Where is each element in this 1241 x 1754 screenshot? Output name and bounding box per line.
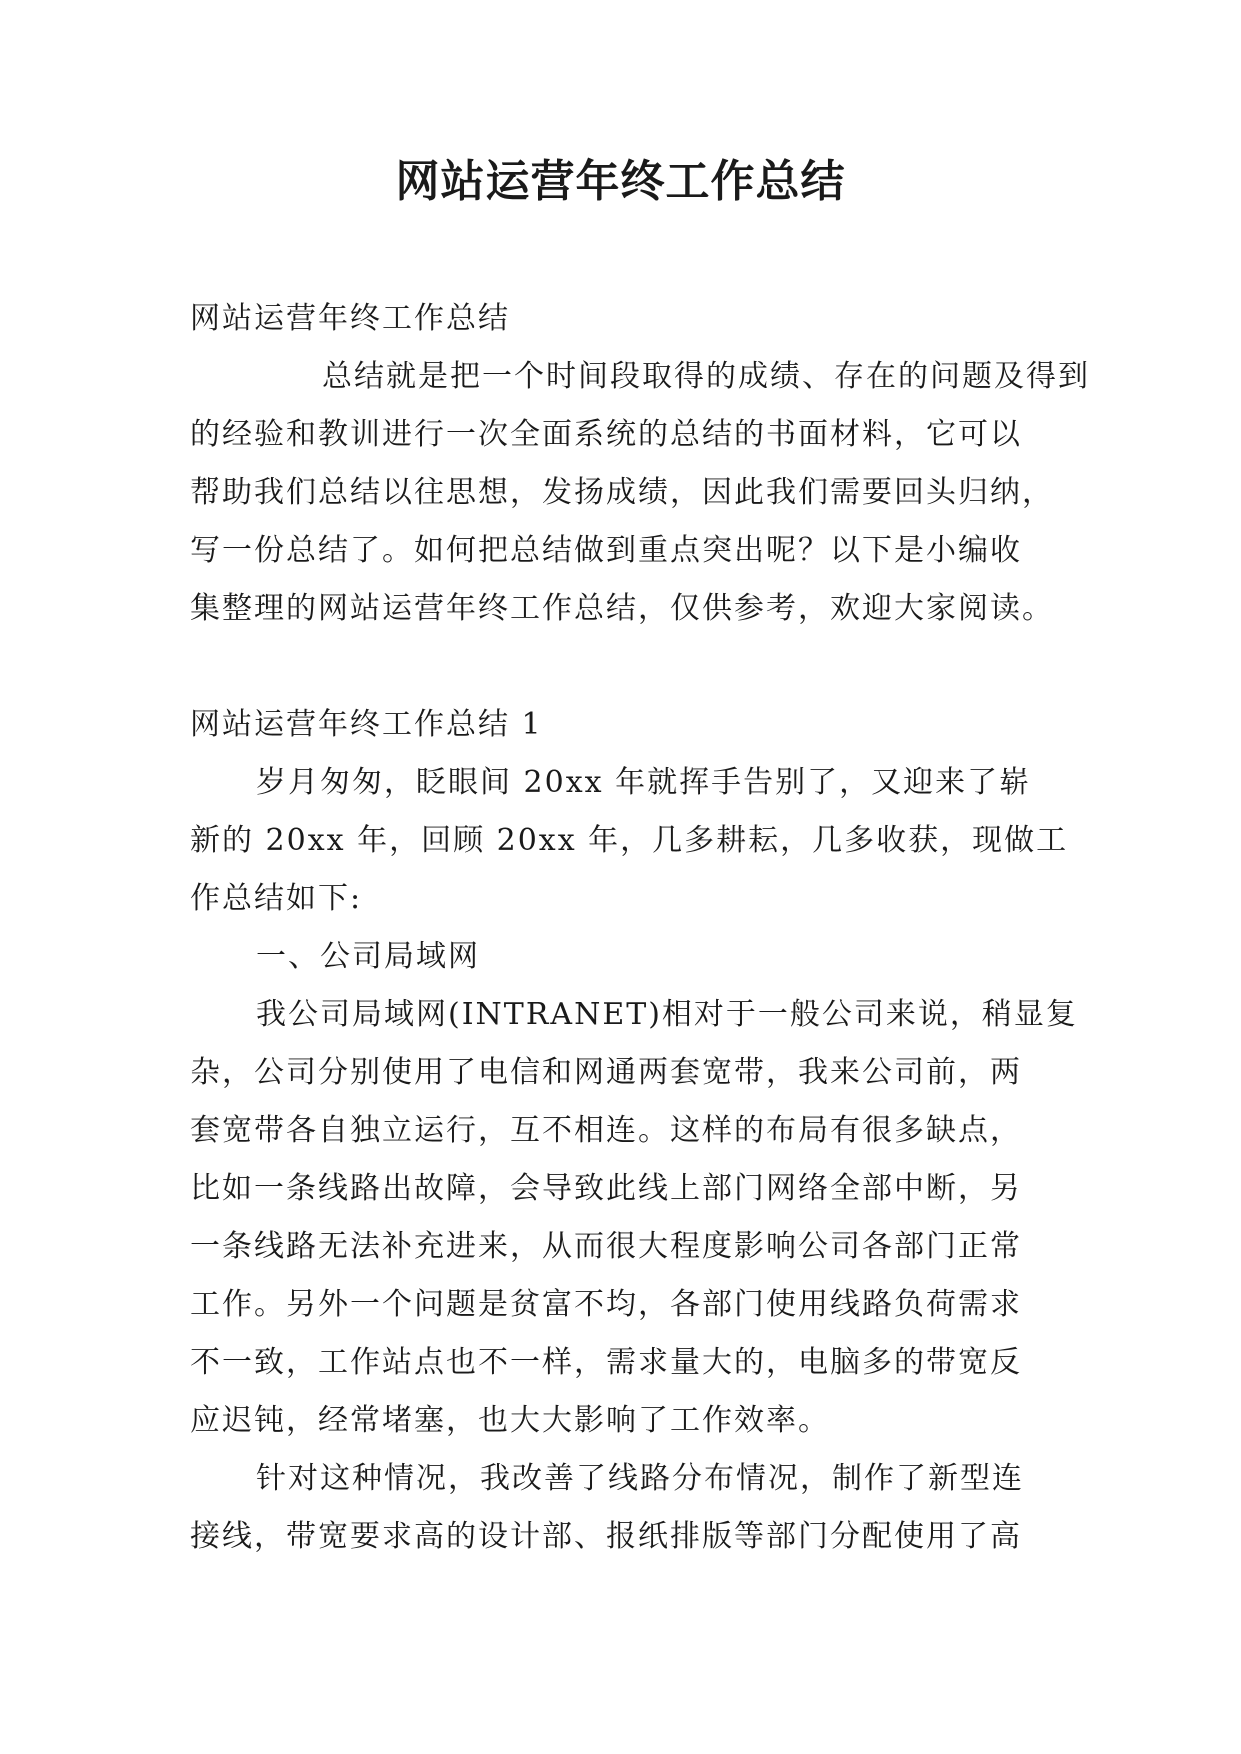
intro-line-1: 总结就是把一个时间段取得的成绩、存在的问题及得到 — [322, 359, 1090, 394]
s1p2-line-1: 我公司局域网(INTRANET)相对于一般公司来说，稍显复 — [256, 997, 1078, 1032]
s1p3-line-2: 接线，带宽要求高的设计部、报纸排版等部门分配使用了高 — [190, 1519, 1022, 1554]
section-1-heading: 网站运营年终工作总结 1 — [190, 707, 543, 742]
s1p1-line-2: 新的 20xx 年，回顾 20xx 年，几多耕耘，几多收获，现做工 — [190, 823, 1069, 858]
section-1-paragraph-1 — [190, 754, 1069, 928]
intro-line-5: 集整理的网站运营年终工作总结，仅供参考，欢迎大家阅读。 — [190, 591, 1054, 626]
subheading-1-text: 一、公司局域网 — [256, 939, 480, 974]
s1p2-line-4: 比如一条线路出故障，会导致此线上部门网络全部中断，另 — [190, 1171, 1022, 1206]
s1p2-line-3: 套宽带各自独立运行，互不相连。这样的布局有很多缺点， — [190, 1113, 1022, 1148]
section-1-paragraph-3 — [190, 1450, 1058, 1566]
subheading-company-lan — [190, 928, 1058, 986]
paragraph-gap — [190, 638, 1058, 696]
document-title: 网站运营年终工作总结 — [395, 156, 846, 207]
s1p2-line-8: 应迟钝，经常堵塞，也大大影响了工作效率。 — [190, 1403, 830, 1438]
s1p2-line-2: 杂，公司分别使用了电信和网通两套宽带，我来公司前，两 — [190, 1055, 1022, 1090]
section-1-paragraph-2 — [190, 986, 1078, 1450]
s1p1-line-3: 作总结如下: — [190, 881, 363, 916]
intro-line-2: 的经验和教训进行一次全面系统的总结的书面材料，它可以 — [190, 417, 1022, 452]
intro-line-3: 帮助我们总结以往思想，发扬成绩，因此我们需要回头归纳， — [190, 475, 1054, 510]
intro-heading: 网站运营年终工作总结 — [190, 301, 510, 336]
s1p2-line-6: 工作。另外一个问题是贫富不均，各部门使用线路负荷需求 — [190, 1287, 1022, 1322]
s1p2-line-7: 不一致，工作站点也不一样，需求量大的，电脑多的带宽反 — [190, 1345, 1022, 1380]
intro-line-4: 写一份总结了。如何把总结做到重点突出呢？以下是小编收 — [190, 533, 1022, 568]
intro-paragraph — [190, 348, 1090, 638]
s1p2-line-5: 一条线路无法补充进来，从而很大程度影响公司各部门正常 — [190, 1229, 1022, 1264]
s1p1-line-1: 岁月匆匆，眨眼间 20xx 年就挥手告别了，又迎来了崭 — [256, 765, 1032, 800]
s1p3-line-1: 针对这种情况，我改善了线路分布情况，制作了新型连 — [256, 1461, 1024, 1496]
document-body — [190, 290, 1090, 1566]
